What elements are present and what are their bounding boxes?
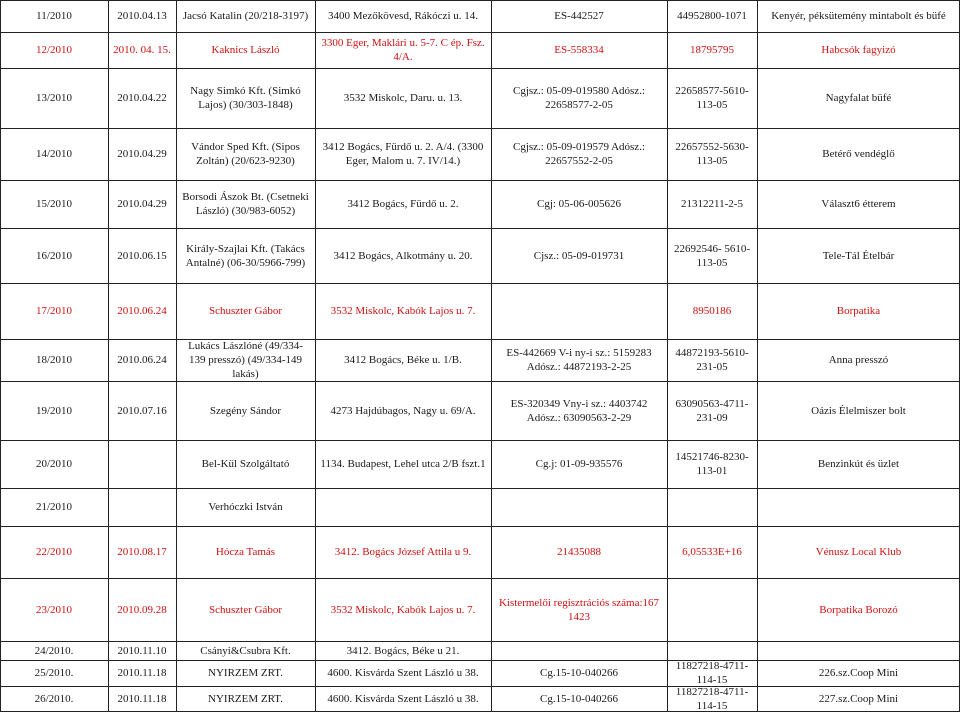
table-cell-address (319, 489, 487, 525)
table-cell-name: NYIRZEM ZRT. (208, 693, 283, 705)
table-cell-shop: 226.sz.Coop Mini (818, 667, 899, 679)
table-cell-tax (671, 489, 753, 525)
table-cell-address: 3412 Bogács, Fürdő u. 2. A/4. (3300 Eger, Malom u. 7. IV/14.) (322, 141, 484, 167)
table-cell-shop: Borpatika (836, 305, 881, 317)
table-cell-date: 2010.04.29 (117, 198, 167, 210)
table-cell-no: 20/2010 (35, 458, 73, 470)
table-cell-name: Szegény Sándor (209, 404, 282, 417)
table-cell-name: Schuszter Gábor (208, 305, 282, 317)
table-cell-reg: ES-442527 (554, 10, 604, 22)
table-cell-reg: ES-320349 Vny-i sz.: 4403742 Adósz.: 63090563-2-29 (510, 397, 648, 424)
table-cell-reg: Kistermelői regisztrációs száma:167 1423 (498, 596, 660, 623)
table-cell-no: 24/2010. (34, 644, 74, 657)
table-cell-tax: 21312211-2-5 (681, 198, 743, 210)
table-cell-reg: 21435088 (557, 546, 601, 558)
table-cell-no: 19/2010 (35, 404, 73, 417)
table-cell-shop: Oázis Élelmiszer bolt (811, 404, 906, 417)
table-cell-reg (495, 284, 663, 338)
table-cell-name: Hócza Tamás (215, 546, 276, 558)
column-divider (315, 0, 316, 712)
table-cell-reg: ES-558334 (554, 44, 604, 56)
table-cell-date (112, 489, 172, 525)
table-cell-tax: 11827218-4711-114-15 (675, 661, 749, 685)
table-cell-name: Jacsó Katalin (20/218-3197) (182, 10, 309, 22)
table-cell-date: 2010.04.29 (117, 148, 167, 160)
table-cell-tax (671, 642, 753, 659)
table-cell-shop: Anna presszó (828, 354, 889, 366)
table-cell-tax: 63090563-4711-231-09 (675, 397, 749, 424)
column-divider (757, 0, 758, 712)
table-cell-tax: 6,05533E+16 (682, 546, 742, 558)
table-cell-date: 2010.07.16 (117, 404, 167, 417)
table-cell-tax: 22658577-5610-113-05 (675, 85, 749, 111)
table-cell-name: Verhóczki István (208, 501, 283, 513)
table-cell-no: 23/2010 (35, 603, 73, 616)
table-cell-name: Schuszter Gábor (208, 603, 282, 616)
table-cell-name: Vándor Sped Kft. (Sipos Zoltán) (20/623-9230) (191, 141, 300, 167)
table-cell-reg: ES-442669 V-i ny-i sz.: 5159283 Adósz.: 44872193-2-25 (506, 347, 652, 373)
table-cell-name: Kaknics László (211, 44, 280, 56)
table-cell-address: 3412. Bogács József Attila u 9. (334, 546, 472, 558)
table-cell-address: 3412 Bogács, Alkotmány u. 20. (333, 249, 473, 262)
table-cell-shop (761, 489, 956, 525)
table-cell-no: 26/2010. (34, 693, 74, 705)
column-divider (667, 0, 668, 712)
table-cell-name: Borsodi Ászok Bt. (Csetneki László) (30/983-6052) (182, 191, 309, 217)
table-cell-shop: Betérő vendéglő (822, 148, 895, 160)
column-divider (491, 0, 492, 712)
table-cell-date: 2010.09.28 (117, 603, 167, 616)
table-cell-no: 18/2010 (35, 354, 73, 366)
table-cell-reg: Cg.15-10-040266 (540, 667, 618, 679)
table-cell-date: 2010.06.24 (117, 305, 167, 317)
table-cell-shop: Borpatika Borozó (819, 603, 898, 616)
table-cell-address: 4600. Kisvárda Szent László u 38. (327, 693, 479, 705)
table-cell-address: 3400 Mezőkövesd, Rákóczi u. 14. (328, 10, 478, 22)
table-cell-tax: 11827218-4711-114-15 (675, 687, 749, 711)
column-divider (176, 0, 177, 712)
table-cell-tax: 22692546- 5610-113-05 (673, 242, 751, 269)
table-cell-address: 3532 Miskolc, Kabók Lajos u. 7. (330, 305, 476, 317)
table-cell-tax: 18795795 (690, 44, 734, 56)
table-cell-reg: Cjsz.: 05-09-019731 (533, 249, 625, 262)
table-cell-shop: Nagyfalat büfé (825, 92, 892, 104)
table-cell-no: 25/2010. (34, 667, 74, 679)
table-cell-date: 2010.04.13 (117, 10, 167, 22)
table-cell-tax (671, 579, 753, 640)
table-cell-date: 2010.11.18 (117, 693, 167, 705)
table-cell-shop: 227.sz.Coop Mini (818, 693, 899, 705)
table-cell-shop: Kenyér, péksütemény mintabolt és büfé (771, 10, 946, 22)
table-cell-date: 2010.06.24 (117, 354, 167, 366)
table-cell-address: 1134. Budapest, Lehel utca 2/B fszt.1 (320, 458, 486, 470)
table-cell-reg: Cg.15-10-040266 (540, 693, 618, 705)
table-cell-address: 4273 Hajdúbagos, Nagy u. 69/A. (330, 404, 476, 417)
table-cell-date: 2010.11.18 (117, 667, 167, 679)
table-cell-address: 3412 Bogács, Fürdő u. 2. (347, 198, 459, 210)
table-cell-no: 17/2010 (35, 305, 73, 317)
table-cell-address: 3532 Miskolc, Kabók Lajos u. 7. (330, 603, 476, 616)
table-cell-no: 22/2010 (35, 546, 73, 558)
table-cell-shop: Benzinkút és üzlet (817, 458, 900, 470)
table-cell-no: 21/2010 (35, 501, 73, 513)
table-cell-reg: Cg.j: 01-09-935576 (535, 458, 623, 470)
table-cell-shop: Vénusz Local Klub (815, 546, 902, 558)
table-cell-date: 2010.04.22 (117, 92, 167, 104)
table-cell-reg: Cgjsz.: 05-09-019579 Adósz.: 22657552-2-05 (513, 141, 645, 167)
table-cell-tax: 22657552-5630-113-05 (675, 141, 749, 167)
table-cell-tax: 44872193-5610-231-05 (675, 347, 749, 373)
table-cell-no: 15/2010 (35, 198, 73, 210)
table-cell-no: 11/2010 (36, 10, 72, 22)
table-cell-reg: Cgjsz.: 05-09-019580 Adósz.: 22658577-2-05 (513, 85, 645, 111)
table-cell-name: Csányi&Csubra Kft. (200, 644, 291, 657)
table-cell-name: Király-Szajlai Kft. (Takács Antalné) (06-30/5966-799) (185, 242, 306, 269)
table-cell-address: 3412 Bogács, Béke u. 1/B. (344, 354, 462, 366)
table-cell-address: 3412. Bogács, Béke u 21. (346, 644, 460, 657)
column-divider (108, 0, 109, 712)
table-cell-tax: 44952800-1071 (677, 10, 747, 22)
table-cell-name: Lukács Lászlóné (49/334-139 presszó) (49/334-149 lakás) (188, 340, 303, 380)
table-cell-reg (495, 489, 663, 525)
table-cell-date: 2010.08.17 (117, 546, 167, 558)
table-cell-no: 12/2010 (35, 44, 73, 56)
table-cell-tax: 8950186 (692, 305, 732, 317)
table-cell-date (112, 441, 172, 487)
table-cell-date: 2010. 04. 15. (113, 44, 171, 56)
table-cell-name: Nagy Simkó Kft. (Simkó Lajos) (30/303-1848) (190, 85, 301, 111)
table-cell-address: 4600. Kisvárda Szent László u 38. (327, 667, 479, 679)
table-cell-address: 3300 Eger, Maklári u. 5-7. C ép. Fsz. 4/A. (321, 37, 485, 63)
table-cell-shop: Habcsók fagyizó (821, 44, 896, 56)
table-cell-tax: 14521746-8230-113-01 (675, 451, 749, 477)
table-cell-date: 2010.06.15 (117, 249, 167, 262)
table-cell-shop (761, 642, 956, 659)
table-cell-reg: Cgj: 05-06-005626 (536, 198, 622, 210)
table-cell-name: Bel-Kül Szolgáltató (201, 458, 290, 470)
table-cell-no: 16/2010 (35, 249, 73, 262)
table-cell-no: 13/2010 (35, 92, 73, 104)
table-cell-date: 2010.11.10 (117, 644, 167, 657)
table-cell-name: NYIRZEM ZRT. (208, 667, 283, 679)
table-cell-shop: Választ6 étterem (821, 198, 896, 210)
table-cell-reg (495, 642, 663, 659)
column-divider (0, 0, 1, 712)
table-cell-no: 14/2010 (35, 148, 73, 160)
table-cell-address: 3532 Miskolc, Daru. u. 13. (343, 92, 463, 104)
table-cell-shop: Tele-Tál Ételbár (822, 249, 895, 262)
